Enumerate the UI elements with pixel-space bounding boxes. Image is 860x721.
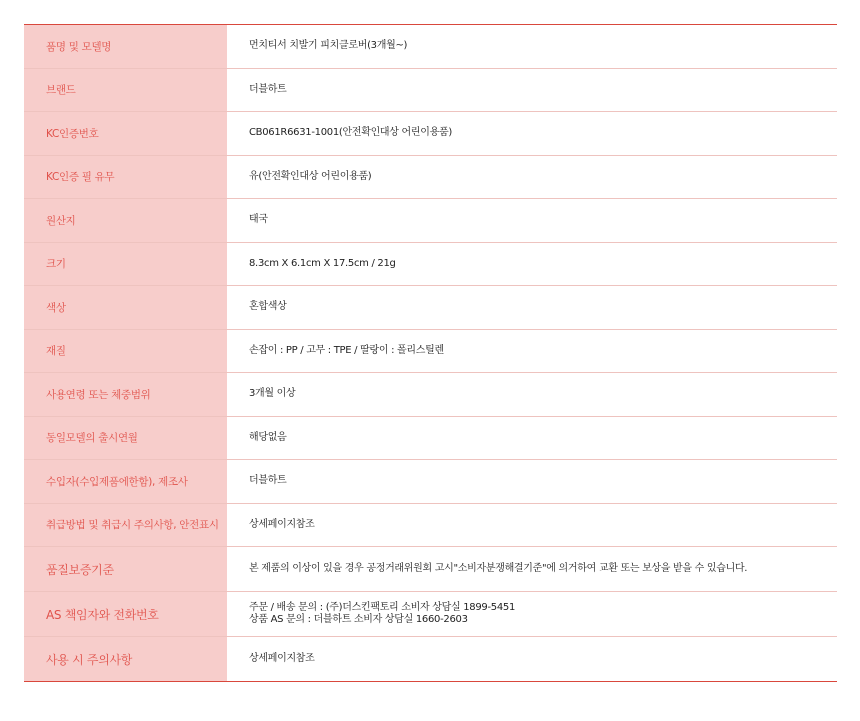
row-value-age-range: 3개월 이상 bbox=[227, 373, 837, 417]
row-label-as-contact: AS 책임자와 전화번호 bbox=[24, 592, 227, 637]
row-value-warranty: 본 제품의 이상이 있을 경우 공정거래위원회 고시"소비자분쟁해결기준"에 의거하여 교환 또는 보상을 받을 수 있습니다. bbox=[227, 547, 837, 592]
row-value-importer: 더블하트 bbox=[227, 460, 837, 504]
row-label-origin: 원산지 bbox=[24, 199, 227, 243]
table-row bbox=[24, 155, 837, 199]
product-info-table bbox=[24, 24, 837, 682]
table-row bbox=[24, 592, 837, 637]
row-value-brand: 더블하트 bbox=[227, 68, 837, 112]
row-label-release-date: 동일모델의 출시연월 bbox=[24, 416, 227, 460]
row-label-product-name: 품명 및 모델명 bbox=[24, 25, 227, 69]
row-label-warranty: 품질보증기준 bbox=[24, 547, 227, 592]
row-value-kc-status: 유(안전확인대상 어린이용품) bbox=[227, 155, 837, 199]
row-label-importer: 수입자(수입제품에한함), 제조사 bbox=[24, 460, 227, 504]
row-value-release-date: 해당없음 bbox=[227, 416, 837, 460]
row-label-material: 재질 bbox=[24, 329, 227, 373]
table-row bbox=[24, 373, 837, 417]
table-row bbox=[24, 112, 837, 156]
table-row bbox=[24, 547, 837, 592]
row-label-brand: 브랜드 bbox=[24, 68, 227, 112]
table-row bbox=[24, 25, 837, 69]
row-value-handling: 상세페이지참조 bbox=[227, 503, 837, 547]
table-row bbox=[24, 199, 837, 243]
table-row bbox=[24, 637, 837, 682]
row-label-size: 크기 bbox=[24, 242, 227, 286]
row-value-product-name: 먼치티서 치발기 피치클로버(3개월~) bbox=[227, 25, 837, 69]
row-value-usage-caution: 상세페이지참조 bbox=[227, 637, 837, 682]
row-label-usage-caution: 사용 시 주의사항 bbox=[24, 637, 227, 682]
row-value-color: 혼합색상 bbox=[227, 286, 837, 330]
table-row bbox=[24, 329, 837, 373]
row-value-kc-number: CB061R6631-1001(안전확인대상 어린이용품) bbox=[227, 112, 837, 156]
row-value-origin: 태국 bbox=[227, 199, 837, 243]
row-label-kc-number: KC인증번호 bbox=[24, 112, 227, 156]
table-row bbox=[24, 503, 837, 547]
row-label-age-range: 사용연령 또는 체중범위 bbox=[24, 373, 227, 417]
table-row bbox=[24, 460, 837, 504]
table-row bbox=[24, 286, 837, 330]
row-value-material: 손잡이 : PP / 고무 : TPE / 딸랑이 : 폴리스틸렌 bbox=[227, 329, 837, 373]
row-value-as-contact bbox=[227, 592, 837, 637]
row-label-kc-status: KC인증 필 유무 bbox=[24, 155, 227, 199]
row-label-color: 색상 bbox=[24, 286, 227, 330]
as-product-contact: 상품 AS 문의 : 더블하트 소비자 상담실 1660-2603 bbox=[249, 614, 468, 625]
table-row bbox=[24, 242, 837, 286]
as-order-contact: 주문 / 배송 문의 : (주)더스킨팩토리 소비자 상담실 1899-5451 bbox=[249, 602, 516, 613]
table-row bbox=[24, 416, 837, 460]
table-row bbox=[24, 68, 837, 112]
row-label-handling: 취급방법 및 취급시 주의사항, 안전표시 bbox=[24, 503, 227, 547]
row-value-size: 8.3cm X 6.1cm X 17.5cm / 21g bbox=[227, 242, 837, 286]
